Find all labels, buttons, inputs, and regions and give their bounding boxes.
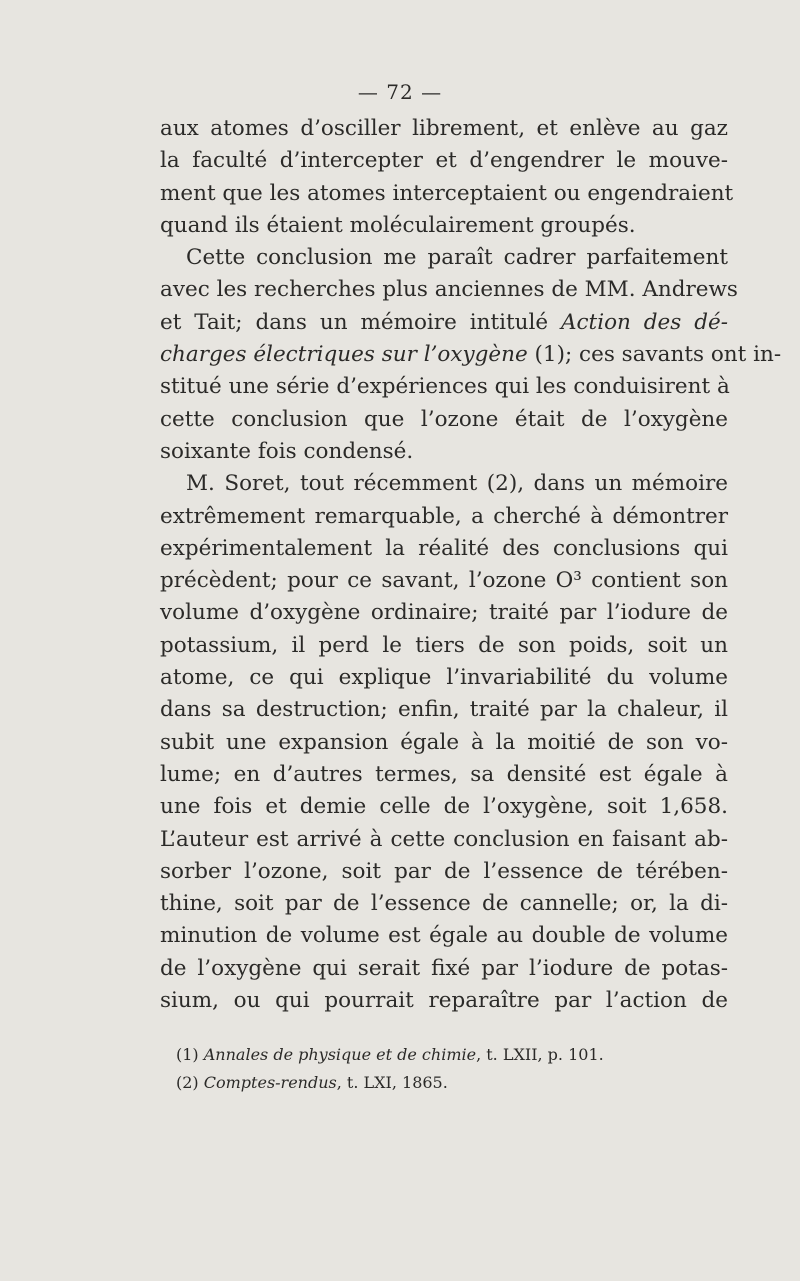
text-run: et Tait; dans un mémoire intitulé: [160, 309, 561, 335]
text-line: avec les recherches plus anciennes de MM. Andrews: [160, 277, 738, 303]
footnote-reference: , t. LXI, 1865.: [336, 1073, 448, 1092]
text-line: expérimentalement la réalité des conclusions qui: [160, 535, 728, 561]
text-line: sorber l’ozone, soit par de l’essence de térében-: [160, 858, 728, 884]
text-run: (1); ces savants ont in-: [527, 342, 782, 368]
italic-title: Action des dé-: [560, 309, 728, 335]
footnote-number: (1): [176, 1045, 204, 1064]
text-line: dans sa destruction; enfin, traité par la chaleur, il: [160, 697, 728, 723]
text-line: lume; en d’autres termes, sa densité est égale à: [160, 761, 728, 787]
text-line: sium, ou qui pourrait reparaître par l’action de: [160, 988, 728, 1014]
text-line: la faculté d’intercepter et d’engendrer le mouve-: [160, 148, 728, 174]
text-line: une fois et demie celle de l’oxygène, soit 1,658.: [160, 794, 728, 820]
page-number: — 72 —: [357, 80, 443, 104]
text-line: ment que les atomes interceptaient ou engendraient: [160, 180, 734, 206]
text-line: potassium, il perd le tiers de son poids, soit un: [160, 632, 728, 658]
footnote-source: Comptes-rendus: [203, 1073, 337, 1092]
text-line: [160, 339, 782, 371]
footnote: [176, 1041, 736, 1069]
footnote-number: (2): [176, 1073, 204, 1092]
text-line: précèdent; pour ce savant, l’ozone O³ contient son: [160, 568, 728, 594]
text-line: atome, ce qui explique l’invariabilité du volume: [160, 665, 728, 691]
text-line: quand ils étaient moléculairement groupés.: [160, 212, 636, 238]
text-line: thine, soit par de l’essence de cannelle; or, la di-: [160, 891, 728, 917]
text-line: subit une expansion égale à la moitié de son vo-: [160, 729, 728, 755]
body-text: [160, 113, 782, 1017]
text-line: de l’oxygène qui serait fixé par l’iodure de potas-: [160, 955, 728, 981]
footnote: [176, 1069, 736, 1097]
text-line: volume d’oxygène ordinaire; traité par l’iodure de: [160, 600, 728, 626]
text-line: aux atomes d’osciller librement, et enlève au gaz: [160, 116, 728, 141]
footnotes: [176, 1041, 736, 1097]
text-line: stitué une série d’expériences qui les conduisirent à: [160, 374, 730, 400]
text-line: M. Soret, tout récemment (2), dans un mémoire: [186, 471, 728, 497]
italic-title: charges électriques sur l’oxygène: [160, 342, 528, 368]
text-line: extrêmement remarquable, a cherché à démontrer: [160, 503, 728, 529]
text-line: L’auteur est arrivé à cette conclusion en faisant ab-: [160, 826, 728, 852]
footnote-reference: , t. LXII, p. 101.: [476, 1045, 604, 1064]
text-line: [160, 307, 728, 339]
text-line: soixante fois condensé.: [160, 438, 414, 464]
text-line: Cette conclusion me paraît cadrer parfaitement: [186, 245, 728, 271]
text-line: minution de volume est égale au double de volume: [160, 923, 728, 949]
footnote-source: Annales de physique et de chimie: [203, 1045, 477, 1064]
text-line: cette conclusion que l’ozone était de l’oxygène: [160, 406, 728, 432]
